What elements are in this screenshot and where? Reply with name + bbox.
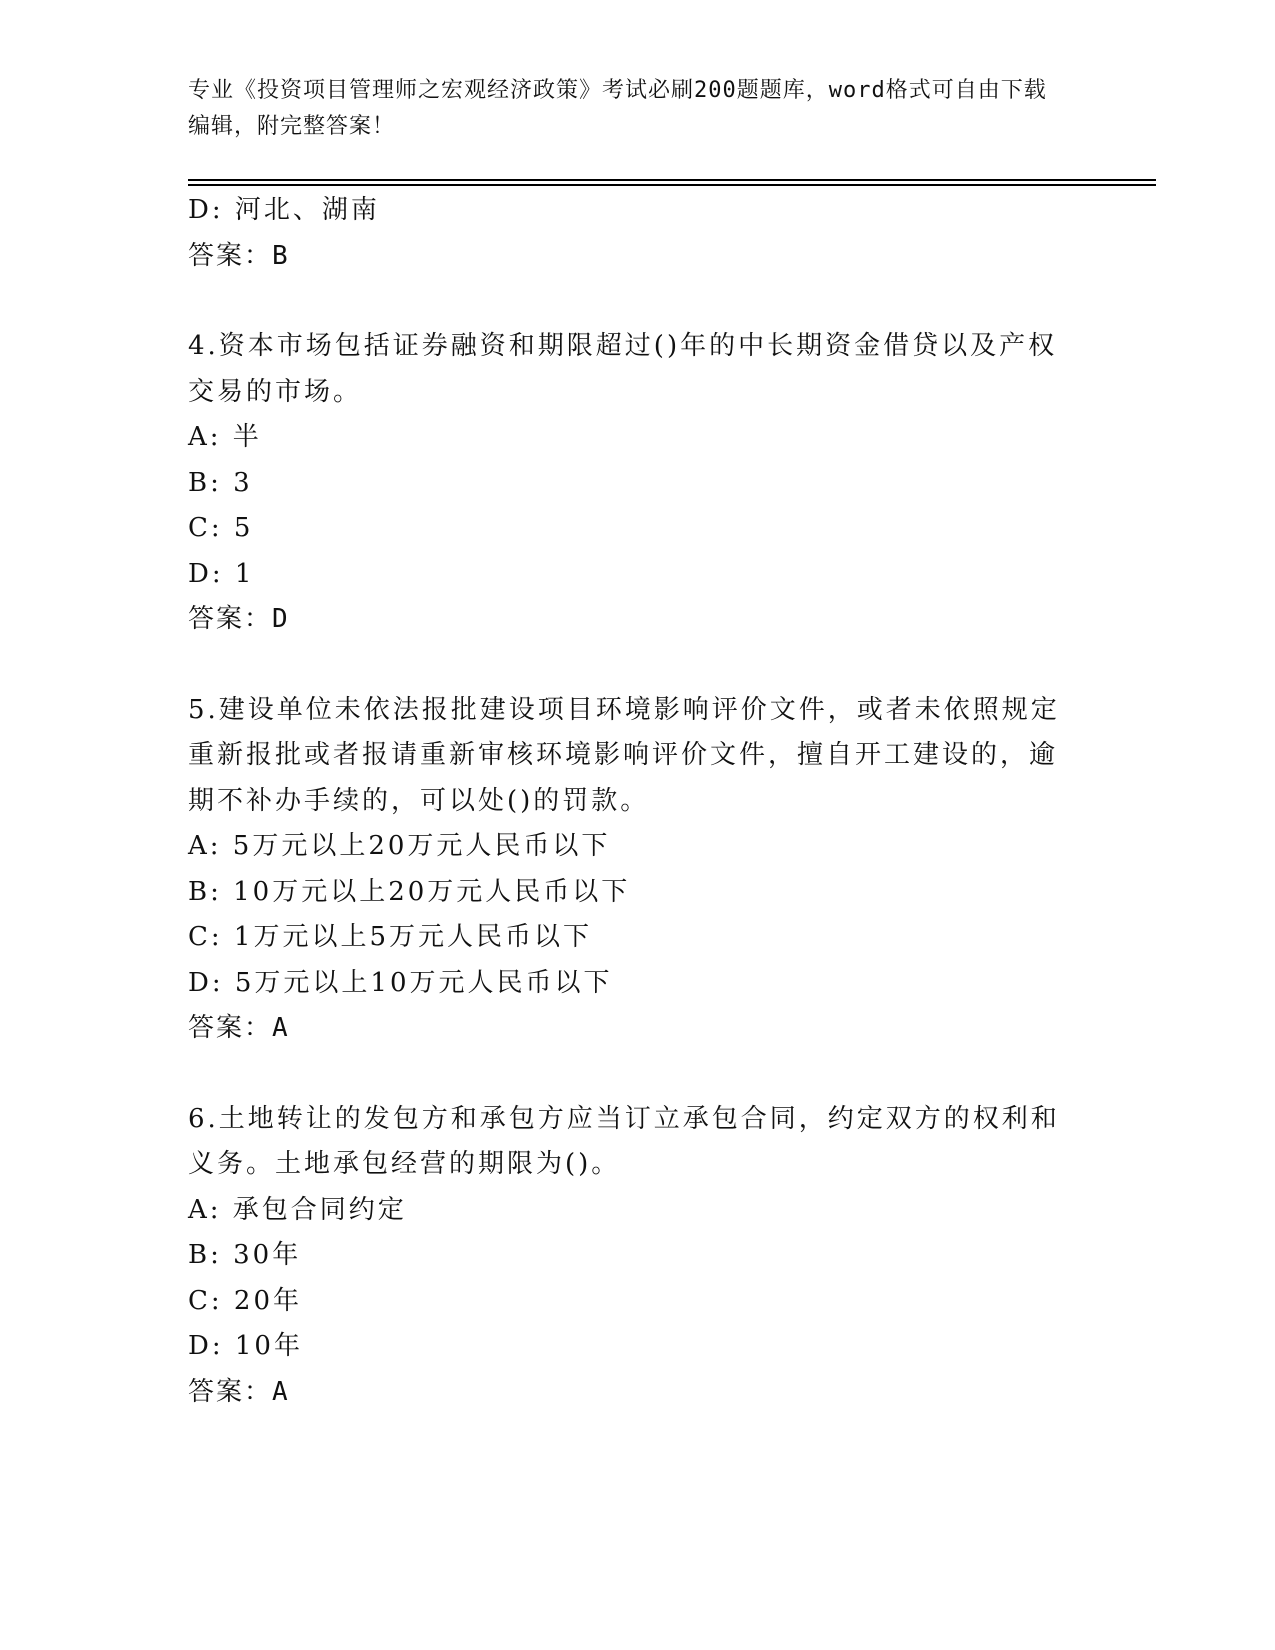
option-a: A: 半 xyxy=(188,422,262,452)
previous-question-tail xyxy=(188,188,1068,279)
option-b: B: 30年 xyxy=(188,1240,302,1270)
option-d: D: 5万元以上10万元人民币以下 xyxy=(188,967,613,998)
question-content xyxy=(188,188,1068,1415)
spacer xyxy=(188,1052,1068,1097)
option-d: D: 1 xyxy=(188,558,255,589)
spacer xyxy=(188,279,1068,324)
header-rule-bottom xyxy=(188,184,1156,186)
question-6 xyxy=(188,1097,1068,1416)
option-c: C: 5 xyxy=(188,513,254,543)
option-a: A: 承包合同约定 xyxy=(188,1194,407,1225)
answer-line: 答案：A xyxy=(188,1376,290,1407)
option-b: B: 3 xyxy=(188,467,253,498)
answer-line: 答案：B xyxy=(188,240,290,271)
question-text: 4.资本市场包括证券融资和期限超过()年的中长期资金借贷以及产权交易的市场。 xyxy=(188,331,1058,407)
option-c: C: 20年 xyxy=(188,1285,303,1316)
option-b: B: 10万元以上20万元人民币以下 xyxy=(188,876,631,907)
option-a: A: 5万元以上20万元人民币以下 xyxy=(188,831,611,861)
document-header: 专业《投资项目管理师之宏观经济政策》考试必刷200题题库，word格式可自由下载编辑，附完整答案！ xyxy=(188,78,1047,139)
question-text: 5.建设单位未依法报批建设项目环境影响评价文件，或者未依照规定重新报批或者报请重新审核环境影响评价文件，擅自开工建设的，逾期不补办手续的，可以处()的罚款。 xyxy=(188,694,1060,816)
question-4 xyxy=(188,324,1068,643)
answer-line: 答案：D xyxy=(188,604,290,634)
header-rule-top xyxy=(188,179,1156,181)
question-5 xyxy=(188,688,1068,1052)
option-d: D: 河北、湖南 xyxy=(188,195,380,225)
question-text: 6.土地转让的发包方和承包方应当订立承包合同，约定双方的权利和义务。土地承包经营的期限为()。 xyxy=(188,1103,1060,1179)
answer-line: 答案：A xyxy=(188,1013,290,1043)
option-c: C: 1万元以上5万元人民币以下 xyxy=(188,922,593,952)
spacer xyxy=(188,643,1068,688)
option-d: D: 10年 xyxy=(188,1331,303,1361)
